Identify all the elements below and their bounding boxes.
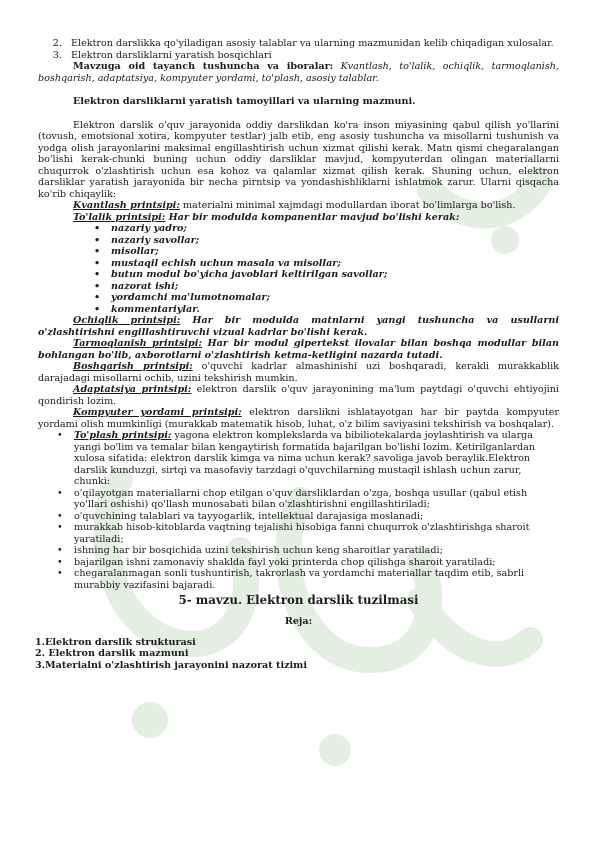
tolalik-paragraph bbox=[38, 212, 559, 224]
keywords-label: Mavzuga oid tayanch tushuncha va iboralar: bbox=[73, 61, 334, 72]
toplash-text: yagona elektron komplekslarda va bibiliotekalarda joylashtirish va ularga yangi bo'lim va temalar bilan kengaytirish formatida bajarilgan bo'lishi lozim. Ketirilganlardan xulosa sifatida: elektron darslik kimga va nima uchun kerak? savoliga javob beraylik.Elektron darslik kunduzgi, sirtqi va masofaviy tarzdagi o'quvchilarning mustaqil ishlash uchun zarur, chunki: bbox=[74, 430, 535, 487]
boshqarish-label: Boshqarish printsipi: bbox=[73, 361, 193, 372]
tolalik-label: To'lalik printsipi: bbox=[73, 211, 166, 223]
reja-item: 3.Materialni o'zlashtirish jarayonini nazorat tizimi bbox=[35, 659, 307, 671]
section-title: Elektron darsliklarni yaratish tamoyillari va ularning mazmuni. bbox=[73, 96, 416, 107]
tolalik-text: Har bir modulda kompanentlar mavjud bo'lishi kerak: bbox=[165, 211, 460, 223]
toplash-item bbox=[74, 430, 559, 488]
component-item: • mustaqil echish uchun masala va misollar; bbox=[111, 258, 559, 270]
reason-item: • o'quvchining talablari va tayyogarlik, intellektual darajasiga moslanadi; bbox=[74, 511, 559, 523]
kompyuter-label: Kompyuter yordami printsipi: bbox=[73, 407, 242, 418]
plan-list bbox=[38, 38, 559, 61]
adaptatsiya-paragraph bbox=[38, 384, 559, 407]
kompyuter-text: elektron darslikni ishlatayotgan har bir paytda kompyuter yordami olish mumkinligi (murakkab matematik hisob, luhat, o'z bilim saviyasini tekshirish va boshqalar). bbox=[38, 407, 559, 430]
kompyuter-paragraph bbox=[38, 407, 559, 430]
ochiqlik-text: Har bir modulda matnlarni yangi tushuncha va usullarni o'zlashtirishni engillashtiruvchi vizual kadrlar bo'lishi kerak. bbox=[38, 315, 559, 338]
tarmoqlanish-label: Tarmoqlanish printsipi: bbox=[73, 338, 202, 349]
keywords-text: Kvantlash, to'lalik, ochiqlik, tarmoqlanish, boshqarish, adaptatsiya, kompyuter yordami, to'plash, asosiy talablar. bbox=[38, 61, 559, 84]
reasons-list bbox=[38, 430, 559, 591]
ochiqlik-label: Ochiqlik printsipi: bbox=[73, 315, 181, 326]
component-item: • yordamchi ma'lumotnomalar; bbox=[111, 292, 559, 304]
plan-item: 2. Elektron darslikka qo'yiladigan asosiy talablar va ularning mazmunidan kelib chiqadigan xulosalar. bbox=[65, 38, 559, 50]
reason-item: • o'qilayotgan materiallarni chop etilgan o'quv darsliklardan o'zga, boshqa usullar (qabul etish yo'llari oshishi) qo'llash munosabati bilan o'zlashtirishni engillashtiriladi; bbox=[74, 488, 559, 511]
reason-item: • ishning har bir bosqichida uzini tekshirish uchun keng sharoitlar yaratiladi; bbox=[74, 545, 559, 557]
component-item: • nazariy yadro; bbox=[111, 223, 559, 235]
kvantlash-text: materialni minimal xajmdagi modullardan iborat bo'limlarga bo'lish. bbox=[179, 200, 516, 211]
adaptatsiya-label: Adaptatsiya printsipi: bbox=[73, 384, 192, 395]
component-item: • butun modul bo'yicha javoblari keltirilgan savollar; bbox=[111, 269, 559, 281]
adaptatsiya-text: elektron darslik o'quv jarayonining ma'lum paytdagi o'quvchi ehtiyojini qondirish lozim. bbox=[38, 384, 560, 407]
tarmoqlanish-text: Har bir modul gipertekst ilovalar bilan boshqa modullar bilan bohlangan bo'lib, axborotlarni o'zlashtirish ketma-ketligini nazarda tutadi. bbox=[38, 338, 560, 361]
plan-item: 3. Elektron darsliklarni yaratish bosqichlari bbox=[65, 50, 559, 62]
component-item: • kommentariylar. bbox=[111, 304, 559, 316]
document-page bbox=[35, 38, 560, 671]
component-item: • nazorat ishi; bbox=[111, 281, 559, 293]
kvantlash-label: Kvantlash printsipi: bbox=[73, 200, 180, 211]
reja-item: 1.Elektron darslik strukturasi bbox=[35, 636, 196, 648]
reason-item: • bajarilgan ishni zamonaviy shaklda fayl yoki printerda chop qilishga sharoit yaratiladi; bbox=[74, 557, 559, 569]
topic-title: 5- mavzu. Elektron darslik tuzilmasi bbox=[178, 593, 419, 607]
boshqarish-paragraph bbox=[38, 361, 559, 384]
component-item: • nazariy savollar; bbox=[111, 235, 559, 247]
toplash-label: To'plash printsipi: bbox=[74, 430, 172, 441]
reason-item: • chegaralanmagan sonli tushuntirish, takrorlash va yordamchi materiallar taqdim etib, sabrli murabbiy vazifasini bajaradi. bbox=[74, 568, 559, 591]
intro-paragraph: Elektron darslik o'quv jarayonida oddiy darslikdan ko'ra inson miyasining qabul qilish yo'llarini (tovush, emotsional xotira, kompyuter testlar) jalb etib, eng asosiy tushuncha va misollarni tushunish va yodga olish jarayonlarini maksimal engillashtirish uchun xizmat qilishi kerak. Matn qismi chegaralangan bo'lishi kerak-chunki buning uchun oddiy darsliklar mavjud, kompyuterdan olingan materiallarni chuqurrok o'zlashtirish uchun esa kohoz va qalamlar xizmat qilish kerak. Shuning uchun, elektron darsliklar yaratish jarayonida bir necha pirntsip va yondashishliklarni ishlatmok zarur. Ularni qisqacha ko'rib chiqaylik: bbox=[38, 119, 559, 200]
reason-item: • murakkab hisob-kitoblarda vaqtning tejalishi hisobiga fanni chuqurrok o'zlashtirishga sharoit yaratiladi; bbox=[74, 522, 559, 545]
ochiqlik-paragraph bbox=[38, 315, 559, 338]
component-item: • misollar; bbox=[111, 246, 559, 258]
kvantlash-paragraph bbox=[38, 200, 559, 212]
boshqarish-text: o'quvchi kadrlar almashinishi uzi boshqaradi, kerakli murakkablik darajadagi misollarni ochib, uzini tekshirish mumkin. bbox=[38, 361, 559, 384]
component-list bbox=[38, 223, 559, 315]
reja-title: Reja: bbox=[284, 616, 313, 627]
tarmoqlanish-paragraph bbox=[38, 338, 559, 361]
reja-item: 2. Elektron darslik mazmuni bbox=[35, 648, 189, 659]
keywords-paragraph bbox=[38, 61, 559, 84]
